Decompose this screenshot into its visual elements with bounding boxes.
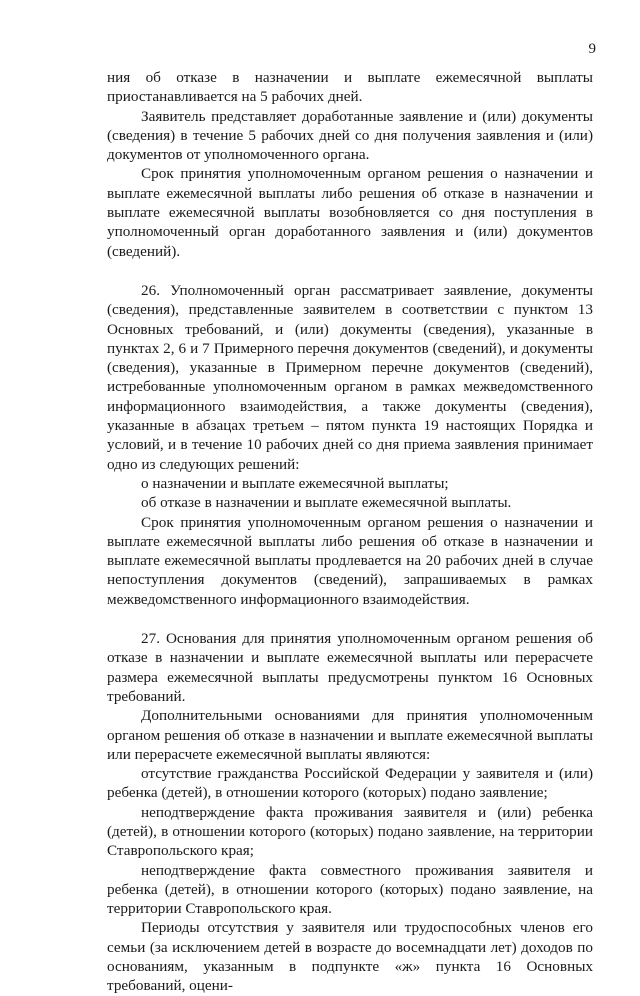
- paragraph: Срок принятия уполномоченным органом решения о назначении и выплате ежемесячной выплаты либо решения об отказе в назначении и выплате ежемесячной выплаты продлевается на 20 рабочих дней в случае непоступления документов (сведений), запрашиваемых в рамках межведомственного информационного взаимодействия.: [107, 513, 593, 608]
- paragraph: неподтверждение факта проживания заявителя и (или) ребенка (детей), в отношении которого (которых) подано заявление, на территории Ставропольского края;: [107, 803, 593, 860]
- document-body: [107, 68, 593, 996]
- paragraph: неподтверждение факта совместного проживания заявителя и ребенка (детей), в отношении которого (которых) подано заявление, на территории Ставропольского края.: [107, 861, 593, 918]
- paragraph: о назначении и выплате ежемесячной выплаты;: [141, 474, 449, 492]
- paragraph: об отказе в назначении и выплате ежемесячной выплаты.: [141, 494, 512, 512]
- page-number: 9: [588, 41, 596, 57]
- paragraph: ния об отказе в назначении и выплате ежемесячной выплаты приостанавливается на 5 рабочих дней.: [107, 69, 593, 106]
- paragraph: отсутствие гражданства Российской Федерации у заявителя и (или) ребенка (детей), в отношении которого (которых) подано заявление;: [107, 765, 593, 802]
- paragraph: 26. Уполномоченный орган рассматривает заявление, документы (сведения), представленные заявителем в соответствии с пунктом 13 Основных требований, и (или) документы (сведения), указанные в пунктах 2, 6 и 7 Примерного перечня документов (сведений), и документы (сведения), указанные в Примерном перечне документов (сведений), истребованные уполномоченным органом в рамках межведомственного информационного взаимодействия, а также документы (сведения), указанные в абзацах третьем – пятом пункта 19 настоящих Порядка и условий, и в течение 10 рабочих дней со дня приема заявления принимает одно из следующих решений:: [107, 281, 593, 473]
- paragraph: Заявитель представляет доработанные заявление и (или) документы (сведения) в течение 5 рабочих дней со дня получения заявления и (или) документов от уполномоченного органа.: [107, 107, 593, 164]
- paragraph: Срок принятия уполномоченным органом решения о назначении и выплате ежемесячной выплаты либо решения об отказе в назначении и выплате ежемесячной выплаты возобновляется со дня поступления в уполномоченный орган доработанного заявления и (или) документов (сведений).: [107, 165, 593, 260]
- paragraph: Дополнительными основаниями для принятия уполномоченным органом решения об отказе в назначении и выплате ежемесячной выплаты или перерасчете ежемесячной выплаты являются:: [107, 707, 593, 763]
- paragraph: Периоды отсутствия у заявителя или трудоспособных членов его семьи (за исключением детей в возрасте до восемнадцати лет) доходов по основаниям, указанным в подпункте «ж» пункта 16 Основных требований, оцени-: [107, 919, 593, 995]
- paragraph: 27. Основания для принятия уполномоченным органом решения об отказе в назначении и выплате ежемесячной выплаты или перерасчете размера ежемесячной выплаты предусмотрены пунктом 16 Основных требований.: [107, 630, 593, 705]
